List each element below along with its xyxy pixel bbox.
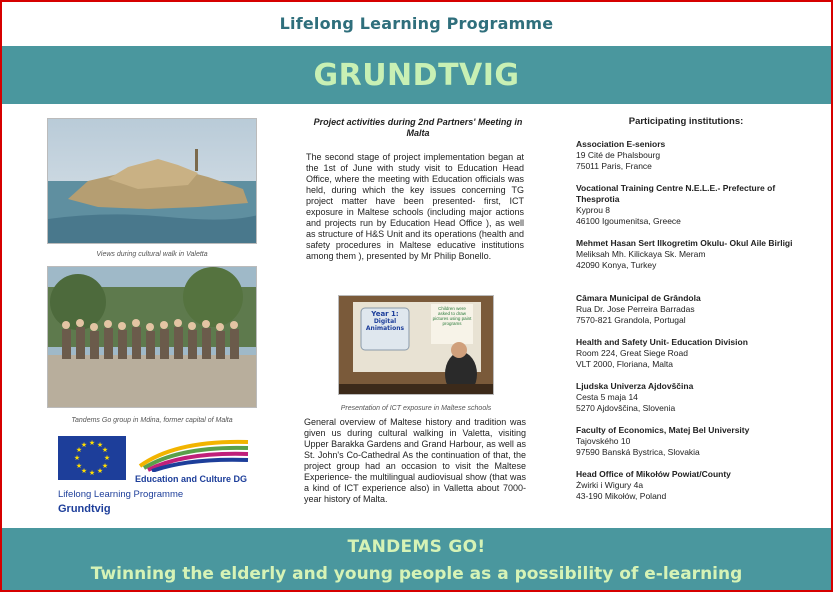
main-title: GRUNDTVIG bbox=[313, 57, 520, 93]
svg-text:★: ★ bbox=[101, 446, 109, 454]
institutions-heading: Participating institutions: bbox=[628, 116, 744, 127]
llp-label: Lifelong Learning Programme bbox=[58, 489, 184, 500]
article-paragraph: General overview of Maltese history and tradition was given us during cultural walking in Valetta, visiting Upper Barakka Gardens and Grand Harbour, as well as St. John's Co-Cathedral As the continuation of that, the project group had an occasion to visit the Maltese Experience- the multilingual audiovisual show (that was a kind of ICT experience also) in Valletta about 7000- year history of Malta. bbox=[304, 417, 526, 504]
article-title: Project activities during 2nd Partners' Meeting in Malta bbox=[313, 117, 523, 138]
institution-entry: Câmara Municipal de Grândola Rua Dr. Jose Perreira Barradas 7570-821 Grandola, Portugal bbox=[576, 293, 701, 325]
slide-title: Year 1: bbox=[371, 310, 399, 318]
title-band bbox=[2, 46, 831, 104]
eu-flag-logo bbox=[58, 436, 126, 480]
svg-text:★: ★ bbox=[88, 469, 96, 477]
group-photo bbox=[47, 266, 257, 408]
footer-band bbox=[2, 528, 831, 592]
presentation-photo bbox=[338, 295, 494, 395]
svg-text:★: ★ bbox=[96, 441, 104, 449]
dg-label: Education and Culture DG bbox=[135, 474, 248, 484]
institution-entry: Mehmet Hasan Sert Ilkogretim Okulu- Okul Aile Birligi Meliksah Mh. Kilickaya Sk. Meram 42090 Konya, Turkey bbox=[576, 238, 793, 270]
footer-title: TANDEMS GO! bbox=[347, 537, 486, 557]
slide-subtitle: Digital Animations bbox=[365, 318, 405, 332]
svg-text:★: ★ bbox=[80, 467, 88, 475]
institution-entry: Association E-seniors 19 Cité de Phalsbourg 75011 Paris, France bbox=[576, 139, 666, 171]
svg-text:★: ★ bbox=[80, 441, 88, 449]
svg-text:★: ★ bbox=[101, 462, 109, 470]
svg-text:★: ★ bbox=[96, 467, 104, 475]
photo-caption: Views during cultural walk in Valetta bbox=[96, 251, 208, 258]
photo-caption: Presentation of ICT exposure in Maltese schools bbox=[340, 405, 492, 412]
institution-entry: Vocational Training Centre N.E.L.E.- Prefecture of Thesprotia Kyprou 8 46100 Igoumenitsa, Greece bbox=[576, 183, 776, 226]
institution-entry: Health and Safety Unit- Education Division Room 224, Great Siege Road VLT 2000, Floriana, Malta bbox=[576, 337, 748, 369]
svg-text:★: ★ bbox=[75, 462, 83, 470]
svg-text:★: ★ bbox=[88, 439, 96, 447]
article-paragraph: The second stage of project implementation began at the 1st of June with study visit to Education Head Office, where the meeting with Education officials was held, during which the key issues concerning TG project matter have been presented- first, ICT exposure in Maltese schools (including major actions and projects run by Education Head Office ), as well as structure of H&S Unit and its operations (health and safety procedures in Maltese educative institutions among them ), presented by Mr Philip Bonello. bbox=[306, 152, 524, 261]
institution-entry: Ljudska Univerza Ajdovščina Cesta 5 maja 14 5270 Ajdovščina, Slovenia bbox=[576, 381, 694, 413]
grundtvig-label: Grundtvig bbox=[58, 503, 111, 515]
institution-entry: Faculty of Economics, Matej Bel University Tajovského 10 97590 Banská Bystrica, Slovakia bbox=[576, 425, 750, 457]
svg-text:★: ★ bbox=[103, 454, 111, 462]
slide-note: Children were asked to draw pictures using paint programs bbox=[432, 306, 472, 326]
footer-subtitle: Twinning the elderly and young people as a possibility of e-learning bbox=[90, 564, 743, 584]
svg-text:★: ★ bbox=[73, 454, 81, 462]
institution-entry: Head Office of Mikołów Powiat/County Żwirki i Wigury 4a 43-190 Mikołów, Poland bbox=[576, 469, 731, 501]
valetta-photo bbox=[47, 118, 257, 244]
svg-text:★: ★ bbox=[75, 446, 83, 454]
programme-title: Lifelong Learning Programme bbox=[279, 14, 554, 33]
photo-caption: Tandems Go group in Mdina, former capital of Malta bbox=[71, 417, 233, 424]
